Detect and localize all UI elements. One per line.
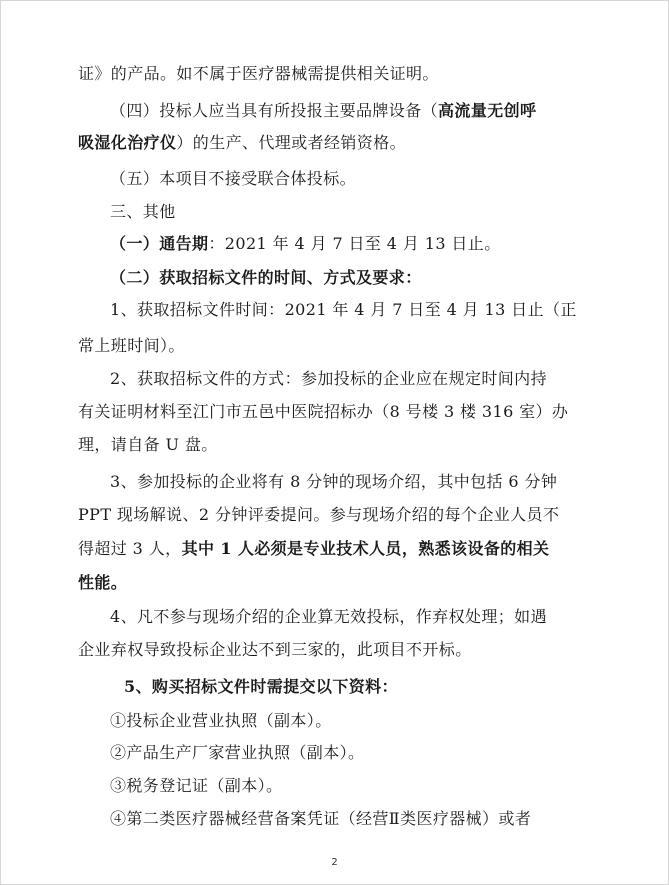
list-item <box>110 743 364 763</box>
subsection-heading <box>124 677 398 697</box>
text-segment: 企业弃权导致投标企业达不到三家的，此项目不开标。 <box>78 640 472 659</box>
text-line <box>110 234 501 254</box>
text-segment: 理，请自备 U 盘。 <box>78 435 218 454</box>
text-line <box>78 539 549 559</box>
text-segment: ③税务登记证（副本）。 <box>110 776 283 795</box>
text-line <box>78 64 439 84</box>
text-line <box>78 133 406 153</box>
text-segment: ①投标企业营业执照（副本）。 <box>110 711 332 730</box>
text-segment: 2、获取招标文件的方式：参加投标的企业应在规定时间内持 <box>110 369 547 388</box>
text-segment: 常上班时间）。 <box>78 336 185 355</box>
text-segment: 1、获取招标文件时间：2021 年 4 月 7 日至 4 月 13 日止（正 <box>110 300 577 319</box>
text-segment-bold: 5、购买招标文件时需提交以下资料： <box>124 677 398 696</box>
text-segment: 有关证明材料至江门市五邑中医院招标办（8 号楼 3 楼 316 室）办 <box>78 402 569 421</box>
section-heading <box>110 202 176 222</box>
text-segment-bold: 性能。 <box>78 573 128 592</box>
text-segment: （五）本项目不接受联合体投标。 <box>110 169 357 188</box>
text-segment: 得超过 3 人， <box>78 539 182 558</box>
text-line <box>110 300 577 320</box>
text-segment: 4、凡不参与现场介绍的企业算无效投标，作弃权处理；如遇 <box>110 607 547 626</box>
text-line <box>78 435 218 455</box>
text-segment-bold: （一）通告期 <box>110 234 209 253</box>
text-segment: 证》的产品。如不属于医疗器械需提供相关证明。 <box>78 64 439 83</box>
text-segment-bold: 吸湿化治疗仪 <box>78 133 177 152</box>
text-segment-bold: 高流量无创呼 <box>438 101 537 120</box>
list-item <box>110 776 282 796</box>
text-segment: 3、参加投标的企业将有 8 分钟的现场介绍，其中包括 6 分钟 <box>110 472 558 491</box>
text-line <box>110 607 547 627</box>
text-line <box>110 472 557 492</box>
subsection-heading <box>110 268 422 288</box>
text-line <box>78 505 559 525</box>
text-line <box>78 573 127 593</box>
text-segment: 三、其他 <box>110 202 176 221</box>
text-segment-bold: 其中 1 人必须是专业技术人员，熟悉该设备的相关 <box>181 539 550 558</box>
text-segment: ②产品生产厂家营业执照（副本）。 <box>110 743 365 762</box>
text-line <box>78 336 185 356</box>
text-line <box>110 169 356 189</box>
text-line <box>110 101 536 121</box>
text-segment: ：2021 年 4 月 7 日至 4 月 13 日止。 <box>208 234 501 253</box>
text-segment: （四）投标人应当具有所投报主要品牌设备（ <box>110 101 439 120</box>
text-line <box>78 402 568 422</box>
text-segment: ）的生产、代理或者经销资格。 <box>176 133 407 152</box>
text-line <box>78 640 472 660</box>
list-item <box>110 809 531 829</box>
text-segment-bold: （二）获取招标文件的时间、方式及要求： <box>110 268 422 287</box>
text-segment: PPT 现场解说、2 分钟评委提问。参与现场介绍的每个企业人员不 <box>78 505 560 524</box>
text-line <box>110 369 547 389</box>
list-item <box>110 711 332 731</box>
page-number: 2 <box>331 857 338 868</box>
text-segment: ④第二类医疗器械经营备案凭证（经营Ⅱ类医疗器械）或者 <box>110 809 532 828</box>
